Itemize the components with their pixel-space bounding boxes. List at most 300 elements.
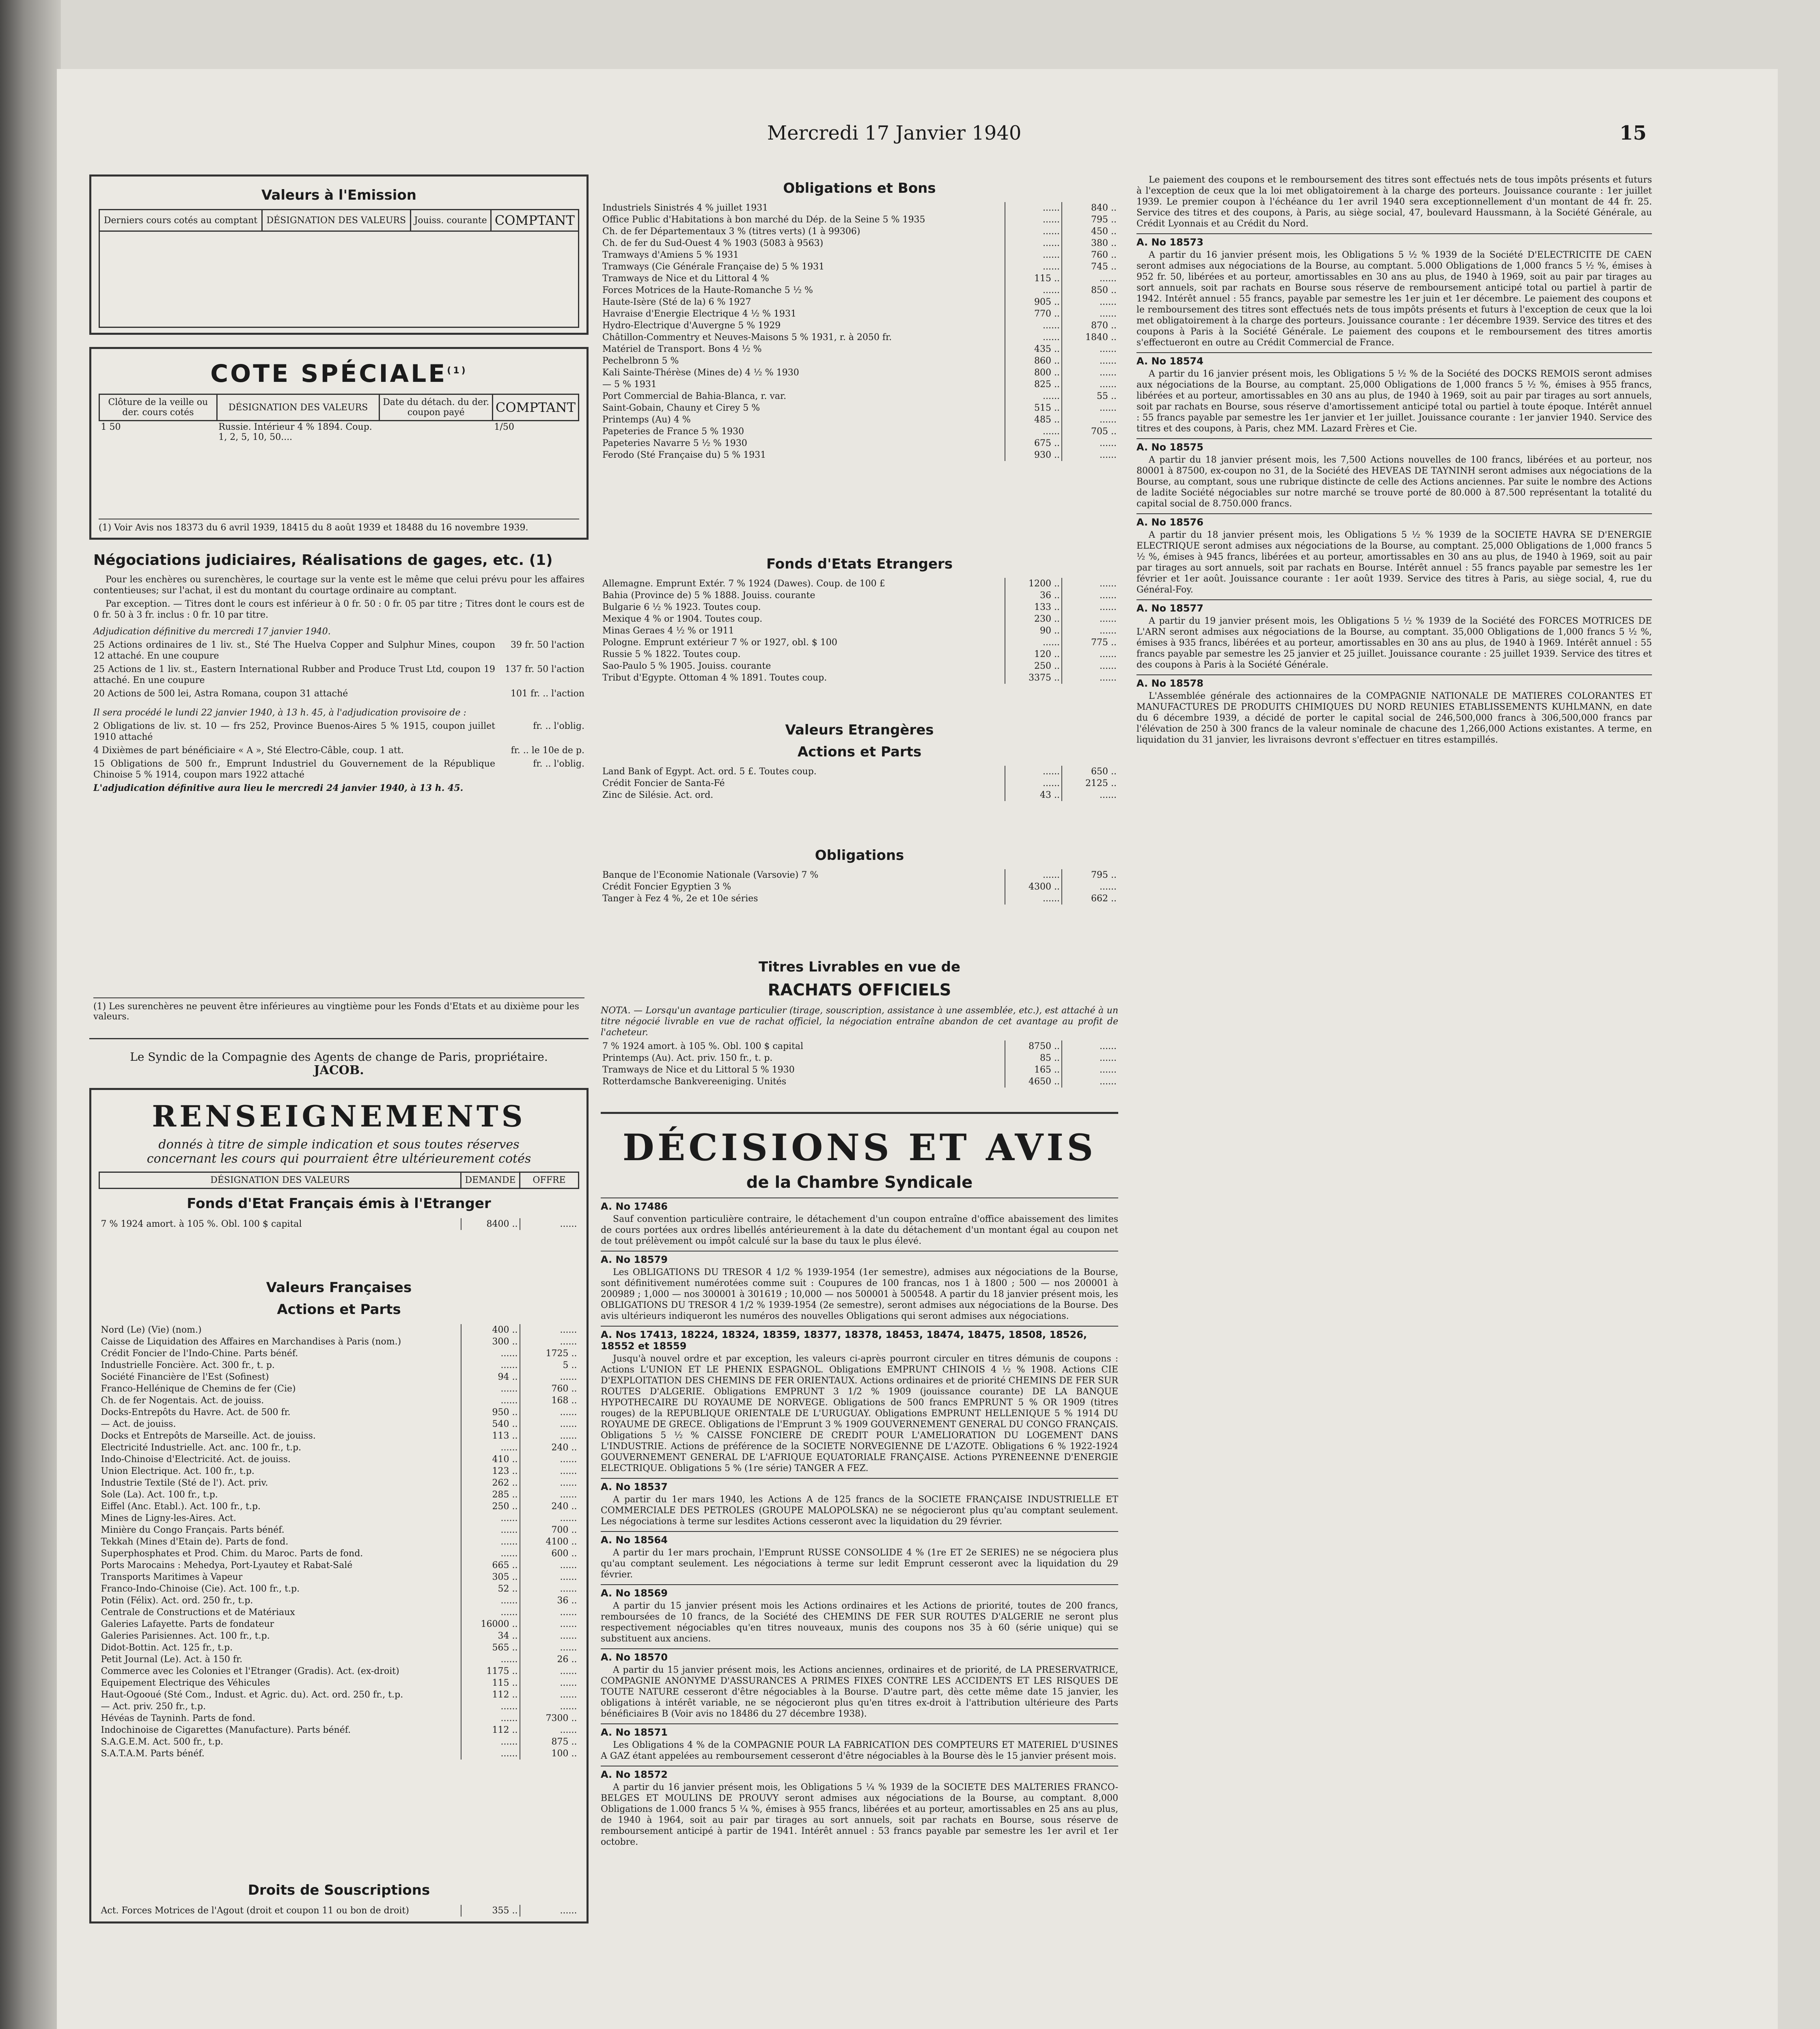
row-demande: ......: [461, 1348, 520, 1359]
table-row: [601, 308, 1118, 320]
row-demande: ......: [461, 1607, 520, 1618]
column-middle: [601, 174, 1118, 1850]
row-demande: ......: [461, 1595, 520, 1607]
table-row: [99, 1724, 579, 1736]
table-row: [601, 578, 1118, 590]
decisions-sub: de la Chambre Syndicale: [746, 1173, 973, 1192]
avis-item: [1136, 513, 1652, 595]
avis-number: A. No 18573: [1136, 233, 1652, 248]
cote-title-text: COTE SPÉCIALE: [210, 360, 447, 388]
avis-item: [1136, 674, 1652, 745]
row-name: Minas Geraes 4 ½ % or 1911: [602, 626, 734, 636]
val-etr-rows: [601, 766, 1118, 801]
row-demande: 112 ..: [461, 1724, 520, 1736]
row-offre: ......: [520, 1905, 579, 1917]
row-col-a: ......: [1005, 214, 1062, 226]
table-row: [601, 226, 1118, 237]
table-row: [99, 1642, 579, 1654]
row-name: Mines de Ligny-les-Aires. Act.: [101, 1513, 236, 1523]
syndic-block: [89, 1038, 589, 1076]
row-name: Ports Marocains : Mehedya, Port-Lyautey et Rabat-Salé: [101, 1560, 353, 1570]
rens-vf-title: Valeurs Françaises: [266, 1279, 412, 1296]
table-row: [99, 1465, 579, 1477]
row-col-a: ......: [1005, 249, 1062, 261]
row-offre: ......: [520, 1665, 579, 1677]
row-demande: 665 ..: [461, 1559, 520, 1571]
list-item: [93, 640, 584, 664]
row-col-b: 55 ..: [1062, 390, 1118, 402]
row-demande: ......: [461, 1359, 520, 1371]
row-col-b: ......: [1062, 660, 1118, 672]
item-value: 137 fr. 50 l'action: [505, 664, 584, 674]
table-row: [601, 778, 1118, 789]
row-col-a: 860 ..: [1005, 355, 1062, 367]
row-demande: ......: [461, 1442, 520, 1454]
avis-number: A. No 17486: [601, 1198, 1118, 1212]
cote-name: Russie. Intérieur 4 % 1894. Coup. 1, 2, 5, 10, 50....: [218, 422, 372, 442]
table-row: [601, 869, 1118, 881]
cote-price: 1/50: [494, 422, 514, 432]
table-row: [601, 449, 1118, 461]
item-text: 4 Dixièmes de part bénéficiaire « A », Sté Electro-Câble, coup. 1 att.: [93, 745, 404, 756]
row-col-a: 930 ..: [1005, 449, 1062, 461]
row-col-a: 905 ..: [1005, 296, 1062, 308]
avis-number: A. No 18579: [601, 1251, 1118, 1265]
row-name: Société Financière de l'Est (Sofinest): [101, 1372, 269, 1382]
list-item: [93, 758, 584, 783]
row-demande: ......: [461, 1536, 520, 1548]
avis-item: [601, 1584, 1118, 1644]
table-row: [99, 1548, 579, 1559]
page-date: Mercredi 17 Janvier 1940: [767, 122, 1022, 144]
row-col-a: ......: [1005, 226, 1062, 237]
row-name: Port Commercial de Bahia-Blanca, r. var.: [602, 391, 787, 401]
row-offre: ......: [520, 1512, 579, 1524]
row-col-b: ......: [1062, 308, 1118, 320]
row-demande: ......: [461, 1701, 520, 1712]
list-item: [93, 721, 584, 745]
row-name: Ferodo (Sté Française du) 5 % 1931: [602, 450, 766, 460]
emission-col-cours: Derniers cours cotés au comptant: [99, 210, 262, 231]
list-item: [93, 688, 584, 702]
row-col-a: 515 ..: [1005, 402, 1062, 414]
row-offre: ......: [520, 1336, 579, 1348]
row-name: Commerce avec les Colonies et l'Etranger (Gradis). Act. (ex-droit): [101, 1666, 399, 1676]
row-name: Hévéas de Tayninh. Parts de fond.: [101, 1713, 255, 1723]
rens-rows-body: [99, 1324, 579, 1760]
table-row: [601, 1076, 1118, 1088]
row-col-b: ......: [1062, 1040, 1118, 1052]
avis-item: [601, 1326, 1118, 1474]
column-left: [89, 174, 589, 1936]
avis-number: A. No 18571: [601, 1723, 1118, 1738]
row-col-a: 43 ..: [1005, 789, 1062, 801]
row-name: Haut-Ogooué (Sté Com., Indust. et Agric. du). Act. ord. 250 fr., t.p.: [101, 1690, 403, 1700]
nego-items: [93, 640, 584, 702]
row-demande: ......: [461, 1548, 520, 1559]
row-name: Tekkah (Mines d'Etain de). Parts de fond.: [101, 1537, 289, 1547]
row-demande: 950 ..: [461, 1407, 520, 1418]
avis-number: A. No 18570: [601, 1648, 1118, 1663]
table-row: [601, 249, 1118, 261]
row-name: Banque de l'Economie Nationale (Varsovie) 7 %: [602, 870, 819, 880]
row-col-b: ......: [1062, 414, 1118, 426]
row-name: Galeries Parisiennes. Act. 100 fr., t.p.: [101, 1631, 270, 1641]
row-name: Industrielle Foncière. Act. 300 fr., t. p.: [101, 1360, 275, 1370]
table-row: [99, 1559, 579, 1571]
avis-text: A partir du 16 janvier présent mois, les Obligations 5 ¼ % 1939 de la SOCIETE DES MALTERIES FRANCO-BELGES ET MOULINS DE PROUVY seront admises aux négociations de la Bourse, au comptant. 8,000 Obligations de 1.000 francs 5 ¼ %, émises à 955 francs, libérées et au porteur, amortissables en 25 ans au plus, de 1940 à 1964, soit au pair par tirages au sort annuels, soit par rachats en Bourse, sous réserve de remboursement anticipé à partir de 1941. Intérêt annuel : 53 francs payable par semestre les 1er avril et 1er octobre.: [601, 1782, 1118, 1847]
avis-number: A. No 18537: [601, 1478, 1118, 1493]
row-offre: ......: [520, 1724, 579, 1736]
table-row: [601, 893, 1118, 905]
row-name: Tanger à Fez 4 %, 2e et 10e séries: [602, 894, 758, 904]
column-right: [1136, 174, 1652, 748]
row-name: Galeries Lafayette. Parts de fondateur: [101, 1619, 274, 1629]
item-text: 25 Actions de 1 liv. st., Eastern International Rubber and Produce Trust Ltd, coupon 19 attaché. En une coupure: [93, 664, 495, 685]
row-col-b: ......: [1062, 343, 1118, 355]
row-offre: 36 ..: [520, 1595, 579, 1607]
avis-item: [1136, 352, 1652, 434]
row-name: Rotterdamsche Bankvereeniging. Unités: [602, 1077, 787, 1087]
table-row: [99, 1905, 579, 1917]
row-offre: 240 ..: [520, 1442, 579, 1454]
row-name: Crédit Foncier de Santa-Fé: [602, 778, 725, 788]
avis-item: [601, 1198, 1118, 1247]
avis-text: A partir du 15 janvier présent mois les Actions ordinaires et les Actions de priorité, toutes de 200 francs, remboursées de 10 francs, de la Société des CHEMINS DE FER SUR ROUTES D'ALGERIE ne seront plus respectivement négociables qu'en titres nouveaux, munis des coupons nos 35 à 60 (série unique) qui se substituent aux anciens.: [601, 1601, 1118, 1644]
row-name: Bulgarie 6 ½ % 1923. Toutes coup.: [602, 602, 761, 612]
row-name: Petit Journal (Le). Act. à 150 fr.: [101, 1654, 243, 1665]
row-offre: 4100 ..: [520, 1536, 579, 1548]
row-name: Docks-Entrepôts du Havre. Act. de 500 fr.: [101, 1407, 291, 1417]
row-offre: ......: [520, 1689, 579, 1701]
row-col-b: 795 ..: [1062, 869, 1118, 881]
avis-number: A. Nos 17413, 18224, 18324, 18359, 18377, 18378, 18453, 18474, 18475, 18508, 18526, 18552 et 18559: [601, 1326, 1118, 1352]
row-demande: 355 ..: [461, 1905, 520, 1917]
row-offre: ......: [520, 1642, 579, 1654]
row-col-b: 705 ..: [1062, 426, 1118, 437]
table-row: [99, 1442, 579, 1454]
table-row: [601, 273, 1118, 284]
row-demande: ......: [461, 1512, 520, 1524]
row-name: Industriels Sinistrés 4 % juillet 1931: [602, 203, 768, 213]
row-col-a: ......: [1005, 869, 1062, 881]
row-col-a: ......: [1005, 893, 1062, 905]
row-name: Kali Sainte-Thérèse (Mines de) 4 ½ % 1930: [602, 368, 799, 378]
row-name: Office Public d'Habitations à bon marché du Dép. de la Seine 5 % 1935: [602, 215, 925, 225]
row-col-a: 36 ..: [1005, 590, 1062, 601]
avis-item: [1136, 438, 1652, 509]
table-row: [601, 1064, 1118, 1076]
row-name: Zinc de Silésie. Act. ord.: [602, 790, 714, 800]
row-name: Minière du Congo Français. Parts bénéf.: [101, 1525, 285, 1535]
table-row: [601, 1052, 1118, 1064]
row-offre: ......: [520, 1371, 579, 1383]
row-demande: 1175 ..: [461, 1665, 520, 1677]
row-demande: 250 ..: [461, 1501, 520, 1512]
row-offre: ......: [520, 1489, 579, 1501]
row-demande: 123 ..: [461, 1465, 520, 1477]
row-name: Papeteries Navarre 5 ½ % 1930: [602, 438, 747, 448]
row-name: Franco-Indo-Chinoise (Cie). Act. 100 fr., t.p.: [101, 1584, 300, 1594]
negociations-section: [89, 552, 589, 1022]
row-name: Transports Maritimes à Vapeur: [101, 1572, 243, 1582]
table-row: [99, 1677, 579, 1689]
row-offre: 168 ..: [520, 1395, 579, 1407]
row-demande: 34 ..: [461, 1630, 520, 1642]
row-col-b: ......: [1062, 273, 1118, 284]
row-demande: ......: [461, 1748, 520, 1760]
row-col-b: ......: [1062, 601, 1118, 613]
table-row: [601, 426, 1118, 437]
rens-sub2: concernant les cours qui pourraient être ultérieurement cotés: [147, 1152, 531, 1166]
row-name: Hydro-Electrique d'Auvergne 5 % 1929: [602, 321, 781, 331]
row-col-a: 4650 ..: [1005, 1076, 1062, 1088]
table-row: [99, 1383, 579, 1395]
avis-number: A. No 18572: [601, 1766, 1118, 1780]
item-text: 2 Obligations de liv. st. 10 — frs 252, Province Buenos-Aires 5 % 1915, coupon juillet 1910 attaché: [93, 721, 495, 742]
table-row: [601, 355, 1118, 367]
row-offre: ......: [520, 1630, 579, 1642]
row-offre: 700 ..: [520, 1524, 579, 1536]
rens-ds-body: [99, 1905, 579, 1917]
decisions-section: [601, 1112, 1118, 1848]
row-name: — Act. de jouiss.: [101, 1419, 176, 1429]
row-col-b: ......: [1062, 648, 1118, 660]
val-etr-title: Valeurs Etrangères: [785, 722, 934, 738]
avis-item: [601, 1648, 1118, 1719]
avis-text: A partir du 18 janvier présent mois, les Obligations 5 ½ % 1939 de la SOCIETE HAVRA SE D'ENERGIE ELECTRIQUE seront admises aux négociations de la Bourse, au comptant. 25,000 Obligations de 1,000 francs 5 ½ %, émises à 945 francs, libérées et au porteur, amortissables en 30 ans au plus, de 1940 à 1969, soit au pair par tirages au sort annuels, soit par rachats en Bourse. Intérêt annuel : 55 francs payable par semestre les 1er février et 1er août. Jouissance courante : 1er août 1939. Service des titres à Paris, au siège social, 4, rue du Général-Foy.: [1136, 530, 1652, 595]
row-demande: 400 ..: [461, 1324, 520, 1336]
row-name: Docks et Entrepôts de Marseille. Act. de jouiss.: [101, 1431, 316, 1441]
row-name: Indochinoise de Cigarettes (Manufacture). Parts bénéf.: [101, 1725, 351, 1735]
avis-text: A partir du 15 janvier présent mois, les Actions anciennes, ordinaires et de priorité, de LA PRESERVATRICE, COMPAGNIE ANONYME D'ASSURANCES A PRIMES FIXES CONTRE LES ACCIDENTS ET LES RISQUES DE TOUTE NATURE cesseront d'être négociables à la Bourse. D'autre part, dès cette même date 15 janvier, les obligations à intérêt variable, ne se négocieront plus qu'en titres ex-droit à l'attribution ultérieure des Parts bénéficiaires B (Voir avis no 18486 du 27 décembre 1938).: [601, 1665, 1118, 1719]
row-col-b: 775 ..: [1062, 637, 1118, 648]
fonds-etr-rows: [601, 578, 1118, 684]
row-offre: 760 ..: [520, 1383, 579, 1395]
row-offre: ......: [520, 1677, 579, 1689]
row-col-a: ......: [1005, 261, 1062, 273]
cote-prev: 1 50: [101, 422, 121, 432]
row-name: Pologne. Emprunt extérieur 7 % or 1927, obl. $ 100: [602, 638, 837, 648]
table-row: [99, 1748, 579, 1760]
item-value: 101 fr. .. l'action: [510, 689, 584, 699]
cote-note: (1) Voir Avis nos 18373 du 6 avril 1939, 18415 du 8 août 1939 et 18488 du 16 novembre 1939.: [99, 519, 579, 533]
table-row: [99, 1395, 579, 1407]
avis-number: A. No 18576: [1136, 513, 1652, 528]
avis-text: A partir du 18 janvier présent mois, les 7,500 Actions nouvelles de 100 francs, libérées et au porteur, nos 80001 à 87500, ex-coupon no 31, de la Société des HEVEAS DE TAYNINH seront admises aux négociations de la Bourse, au comptant, sous une rubrique distincte de celle des Actions anciennes. Par suite le nombre des Actions de ladite Société négociables sur notre marché se trouve porté de 80.000 à 87.500 représentant la totalité du capital social de 8.750.000 francs.: [1136, 455, 1652, 509]
row-col-a: 250 ..: [1005, 660, 1062, 672]
list-item: [93, 745, 584, 758]
table-row: [601, 379, 1118, 390]
row-demande: ......: [461, 1395, 520, 1407]
row-name: Caisse de Liquidation des Affaires en Marchandises à Paris (nom.): [101, 1337, 401, 1347]
item-value: 39 fr. 50 l'action: [510, 640, 584, 650]
row-name: Equipement Electrique des Véhicules: [101, 1678, 270, 1688]
table-row: [601, 284, 1118, 296]
row-name: Sole (La). Act. 100 fr., t.p.: [101, 1490, 218, 1500]
row-name: Châtillon-Commentry et Neuves-Maisons 5 % 1931, r. à 2050 fr.: [602, 332, 892, 342]
row-name: Industrie Textile (Sté de l'). Act. priv.: [101, 1478, 268, 1488]
row-demande: ......: [461, 1712, 520, 1724]
row-demande: 52 ..: [461, 1583, 520, 1595]
emission-title: Valeurs à l'Emission: [261, 187, 416, 203]
table-row: [99, 1665, 579, 1677]
row-name: Act. Forces Motrices de l'Agout (droit et coupon 11 ou bon de droit): [101, 1906, 409, 1916]
row-col-b: 662 ..: [1062, 893, 1118, 905]
row-name: — 5 % 1931: [602, 379, 657, 390]
decisions-left-list: [601, 1198, 1118, 1848]
row-offre: ......: [520, 1607, 579, 1618]
table-row: [99, 1536, 579, 1548]
table-row: [601, 437, 1118, 449]
row-demande: 285 ..: [461, 1489, 520, 1501]
row-name: Crédit Foncier de l'Indo-Chine. Parts bénéf.: [101, 1348, 298, 1359]
row-name: Ch. de fer Nogentais. Act. de jouiss.: [101, 1396, 264, 1406]
avis-text: A partir du 19 janvier présent mois, les Obligations 5 ½ % 1939 de la Société des FORCES MOTRICES DE L'ARN seront admises aux négociations de la Bourse, au comptant. 35,000 Obligations de 1,000 francs 5 ½ %, émises à 935 francs, libérées et au porteur, amortissables en 30 ans au plus, de 1940 à 1969. Intérêt annuel : 55 francs payable par semestre les 25 janvier et 25 juillet. Jouissance courante : 25 juillet 1939. Service des titres et des coupons à Paris à la Société Générale.: [1136, 616, 1652, 670]
row-name: Printemps (Au) 4 %: [602, 415, 691, 425]
row-name: Papeteries de France 5 % 1930: [602, 426, 744, 437]
row-col-a: 675 ..: [1005, 437, 1062, 449]
cote-table: [99, 394, 579, 512]
row-col-b: 795 ..: [1062, 214, 1118, 226]
row-col-b: ......: [1062, 672, 1118, 684]
table-row: [99, 1324, 579, 1336]
row-demande: 16000 ..: [461, 1618, 520, 1630]
nego-p1: Pour les enchères ou surenchères, le courtage sur la vente est le même que celui prévu pour les affaires contentieuses; sur l'achat, il est du montant du courtage ordinaire au comptant.: [93, 575, 584, 596]
table-row: [99, 1712, 579, 1724]
row-col-a: 8750 ..: [1005, 1040, 1062, 1052]
table-row: [601, 660, 1118, 672]
avis-text: A partir du 1er mars 1940, les Actions A de 125 francs de la SOCIETE FRANÇAISE INDUSTRIELLE ET COMMERCIALE DES PETROLES (GROUPE MALOPOLSKA) ne se négocieront plus qu'au comptant seulement. Les négociations à terme sur lesdites Actions cesseront avec la liquidation du 29 février.: [601, 1495, 1118, 1527]
row-col-a: ......: [1005, 426, 1062, 437]
row-offre: 26 ..: [520, 1654, 579, 1665]
fonds-etr-title: Fonds d'Etats Etrangers: [766, 556, 953, 572]
item-text: 20 Actions de 500 lei, Astra Romana, coupon 31 attaché: [93, 689, 348, 699]
table-row: [99, 1583, 579, 1595]
row-name: Tramways (Cie Générale Française de) 5 % 1931: [602, 262, 825, 272]
row-demande: 540 ..: [461, 1418, 520, 1430]
cote-col-comptant: COMPTANT: [492, 394, 578, 421]
row-col-a: ......: [1005, 284, 1062, 296]
item-value: fr. .. l'oblig.: [533, 721, 584, 731]
avis-number: A. No 18564: [601, 1531, 1118, 1546]
row-demande: 300 ..: [461, 1336, 520, 1348]
avis-text: Les Obligations 4 % de la COMPAGNIE POUR LA FABRICATION DES COMPTEURS ET MATERIEL D'USINES A GAZ étant appelées au remboursement cesseront d'être négociables à la Bourse dès le 15 janvier présent mois.: [601, 1740, 1118, 1761]
avis-text: Jusqu'à nouvel ordre et par exception, les valeurs ci-après pourront circuler en titres démunis de coupons : Actions L'UNION ET LE PHENIX ESPAGNOL. Obligations EMPRUNT CHINOIS 4 ½ % 1908. Actions CIE D'EXPLOITATION DES CHEMINS DE FER ORIENTAUX. Actions ordinaires et de priorité CHEMINS DE FER SUR ROUTES D'ALGERIE. Obligations EMPRUNT 3 1/2 % 1909 (jouissance courante) DE LA BANQUE HYPOTHECAIRE DU ROYAUME DE NORVEGE. Obligations de 500 francs EMPRUNT 5 % OR 1909 (titres rouges) de la REPUBLIQUE ORIENTALE DE L'URUGUAY. Obligations EMPRUNT HELLENIQUE 5 % 1914 DU ROYAUME DE GRECE. Obligations de l'Emprunt 3 % 1909 GOUVERNEMENT GENERAL DU CONGO FRANÇAIS. Obligations 5 ½ % CAISSE FONCIERE DE CREDIT POUR L'AMELIORATION DU LOGEMENT DANS L'INDUSTRIE. Actions de préférence de la SOCIETE NORVEGIENNE DE L'AZOTE. Obligations 6 % 1922-1924 GOUVERNEMENT GENERAL DE L'AFRIQUE EQUATORIALE FRANÇAISE. Actions PYRENEENNE D'ENERGIE ELECTRIQUE. Obligations 5 % (1re série) TANGER A FEZ.: [601, 1354, 1118, 1473]
row-col-a: 825 ..: [1005, 379, 1062, 390]
nego-adj: Adjudication définitive du mercredi 17 janvier 1940.: [93, 627, 331, 637]
row-col-a: 800 ..: [1005, 367, 1062, 379]
row-offre: ......: [520, 1324, 579, 1336]
row-demande: 565 ..: [461, 1642, 520, 1654]
rens-col-offre: OFFRE: [520, 1172, 579, 1189]
item-value: fr. .. le 10e de p.: [511, 745, 584, 756]
table-row: [99, 1501, 579, 1512]
obligations-section: [601, 180, 1118, 1088]
row-name: Ch. de fer du Sud-Ouest 4 % 1903 (5083 à 9563): [602, 238, 824, 248]
row-name: Bahia (Province de) 5 % 1888. Jouiss. courante: [602, 590, 815, 601]
table-row: [99, 1512, 579, 1524]
table-row: [99, 1418, 579, 1430]
row-demande: 113 ..: [461, 1430, 520, 1442]
table-row: [99, 1630, 579, 1642]
row-offre: ......: [520, 1430, 579, 1442]
row-name: Tramways de Nice et du Littoral 5 % 1930: [602, 1065, 795, 1075]
row-col-a: 4300 ..: [1005, 881, 1062, 893]
table-row: [601, 789, 1118, 801]
syndic-line: Le Syndic de la Compagnie des Agents de change de Paris, propriétaire.: [130, 1050, 548, 1064]
row-col-a: 120 ..: [1005, 648, 1062, 660]
table-row: [601, 881, 1118, 893]
table-row: [601, 672, 1118, 684]
row-col-a: 3375 ..: [1005, 672, 1062, 684]
emission-section: [89, 174, 589, 335]
row-name: Mexique 4 % or 1904. Toutes coup.: [602, 614, 763, 624]
row-col-b: ......: [1062, 379, 1118, 390]
decisions-title: DÉCISIONS ET AVIS: [622, 1126, 1097, 1169]
rens-col-designation: DÉSIGNATION DES VALEURS: [99, 1172, 461, 1189]
table-row: [601, 625, 1118, 637]
row-name: Union Electrique. Act. 100 fr., t.p.: [101, 1466, 254, 1476]
table-row: [601, 601, 1118, 613]
row-col-b: ......: [1062, 1064, 1118, 1076]
decisions-right-top: Le paiement des coupons et le remboursement des titres sont effectués nets de tous impôts présents et futurs à l'exception de ceux que la loi met obligatoirement à la charge des porteurs. Jouissance courante : 1er juillet 1939. Le premier coupon à l'échéance du 1er avril 1940 sera exceptionnellement d'un montant de 44 fr. 25. Service des titres et des coupons, à Paris, au siège social, 47, boulevard Haussmann, à la Société Générale, au Crédit Lyonnais et au Crédit du Nord.: [1136, 175, 1652, 229]
row-demande: ......: [461, 1524, 520, 1536]
cote-title: [99, 360, 579, 388]
item-value: fr. .. l'oblig.: [533, 759, 584, 769]
row-col-a: ......: [1005, 202, 1062, 214]
row-col-b: ......: [1062, 367, 1118, 379]
row-col-a: 770 ..: [1005, 308, 1062, 320]
table-row: [99, 1359, 579, 1371]
avis-number: A. No 18578: [1136, 674, 1652, 689]
table-row: [99, 1407, 579, 1418]
table-row: [601, 343, 1118, 355]
row-col-a: ......: [1005, 332, 1062, 343]
nego-items2: [93, 721, 584, 783]
row-offre: 1725 ..: [520, 1348, 579, 1359]
row-col-b: ......: [1062, 625, 1118, 637]
nego-p2: Par exception. — Titres dont le cours est inférieur à 0 fr. 50 : 0 fr. 05 par titre ; Titres dont le cours est de 0 fr. 50 à 3 fr. inclus : 0 fr. 10 par titre.: [93, 599, 584, 620]
rens-fonds-body: [99, 1218, 579, 1230]
avis-item: [1136, 233, 1652, 348]
row-demande: 305 ..: [461, 1571, 520, 1583]
row-name: Matériel de Transport. Bons 4 ½ %: [602, 344, 762, 354]
row-col-a: ......: [1005, 320, 1062, 332]
renseignements-section: [89, 1088, 589, 1923]
table-row: [601, 202, 1118, 214]
cote-col-cloture: Clôture de la veille ou der. cours cotés: [99, 394, 217, 421]
nego-adj2: Il sera procédé le lundi 22 janvier 1940, à 13 h. 45, à l'adjudication provisoire de :: [93, 708, 466, 718]
row-offre: 5 ..: [520, 1359, 579, 1371]
table-row: [601, 613, 1118, 625]
row-name: Pechelbronn 5 %: [602, 356, 679, 366]
row-col-a: ......: [1005, 778, 1062, 789]
oblig-title: Obligations et Bons: [783, 180, 936, 196]
table-row: [601, 402, 1118, 414]
avis-item: [601, 1766, 1118, 1848]
table-row: [99, 1336, 579, 1348]
cote-speciale-section: [89, 347, 589, 540]
titres-title2: RACHATS OFFICIELS: [768, 981, 951, 999]
rens-sub1: donnés à titre de simple indication et sous toutes réserves: [158, 1137, 520, 1152]
row-col-b: ......: [1062, 1052, 1118, 1064]
row-name: Ch. de fer Départementaux 3 % (titres verts) (1 à 99306): [602, 226, 860, 237]
row-demande: 8400 ..: [461, 1218, 520, 1230]
avis-number: A. No 18574: [1136, 352, 1652, 367]
table-row: [99, 1218, 579, 1230]
page-number: 15: [1619, 122, 1647, 144]
